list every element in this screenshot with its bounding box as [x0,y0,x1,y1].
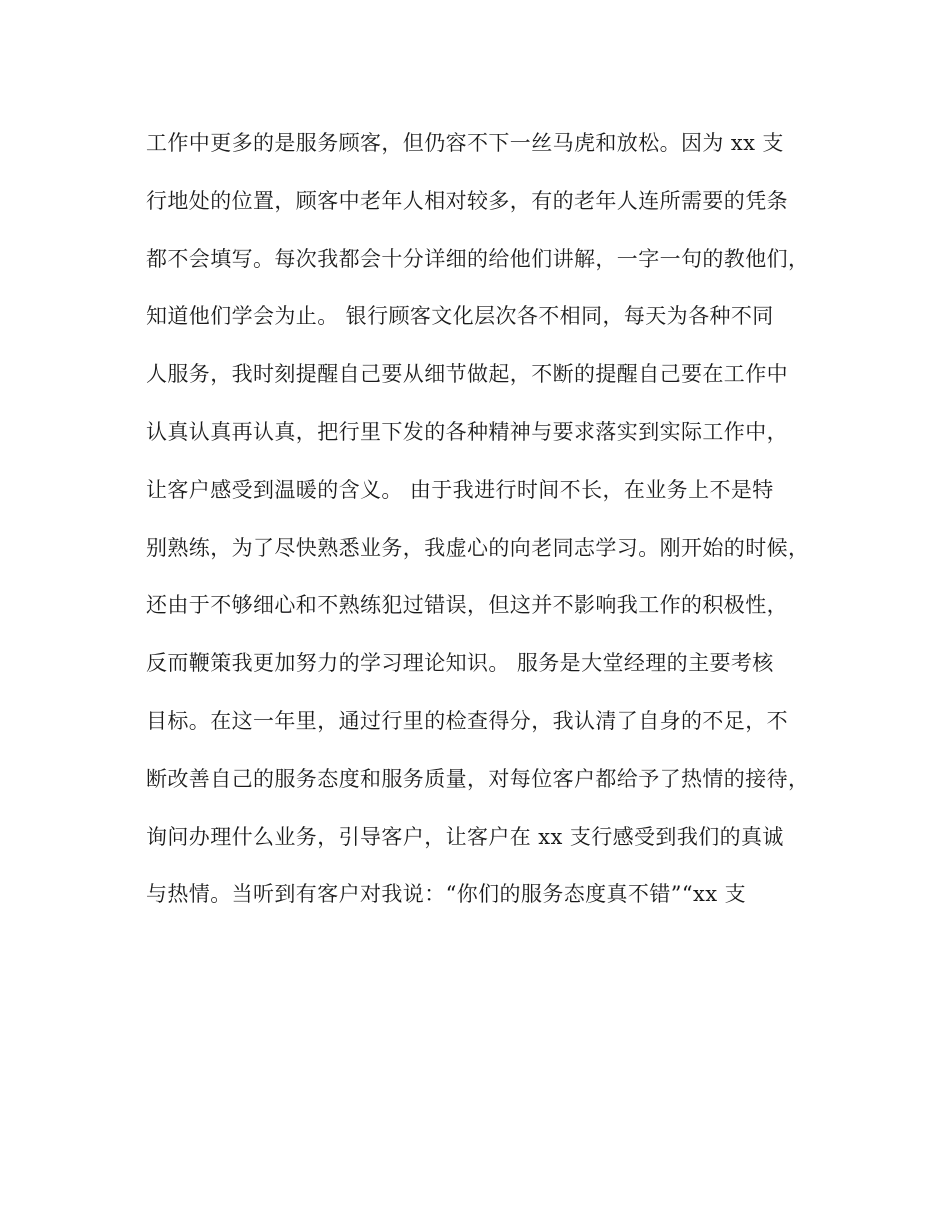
text-line: 别熟练，为了尽快熟悉业务，我虚心的向老同志学习。刚开始的时候， [146,535,810,560]
text-line: 知道他们学会为止。 银行顾客文化层次各不相同，每天为各种不同 [146,304,774,329]
text-line: 询问办理什么业务，引导客户，让客户在 xx 支行感受到我们的真诚 [146,824,784,849]
text-line: 人服务，我时刻提醒自己要从细节做起，不断的提醒自己要在工作中 [146,362,788,387]
text-line: 目标。在这一年里，通过行里的检查得分，我认清了自身的不足，不 [146,708,788,733]
body-text [146,118,816,927]
text-line: 与热情。当听到有客户对我说：“你们的服务态度真不错”“xx 支 [146,882,746,907]
text-line: 还由于不够细心和不熟练犯过错误，但这并不影响我工作的积极性， [146,593,788,618]
text-line: 认真认真再认真，把行里下发的各种精神与要求落实到实际工作中， [146,419,788,444]
text-line: 断改善自己的服务态度和服务质量，对每位客户都给予了热情的接待， [146,766,810,791]
text-line: 让客户感受到温暖的含义。 由于我进行时间不长，在业务上不是特 [146,477,774,502]
text-line: 工作中更多的是服务顾客，但仍容不下一丝马虎和放松。因为 xx 支 [146,131,784,155]
text-line: 反而鞭策我更加努力的学习理论知识。 服务是大堂经理的主要考核 [146,651,774,676]
text-line: 行地处的位置，顾客中老年人相对较多，有的老年人连所需要的凭条 [146,188,788,213]
text-line: 都不会填写。每次我都会十分详细的给他们讲解，一字一句的教他们， [146,246,810,271]
